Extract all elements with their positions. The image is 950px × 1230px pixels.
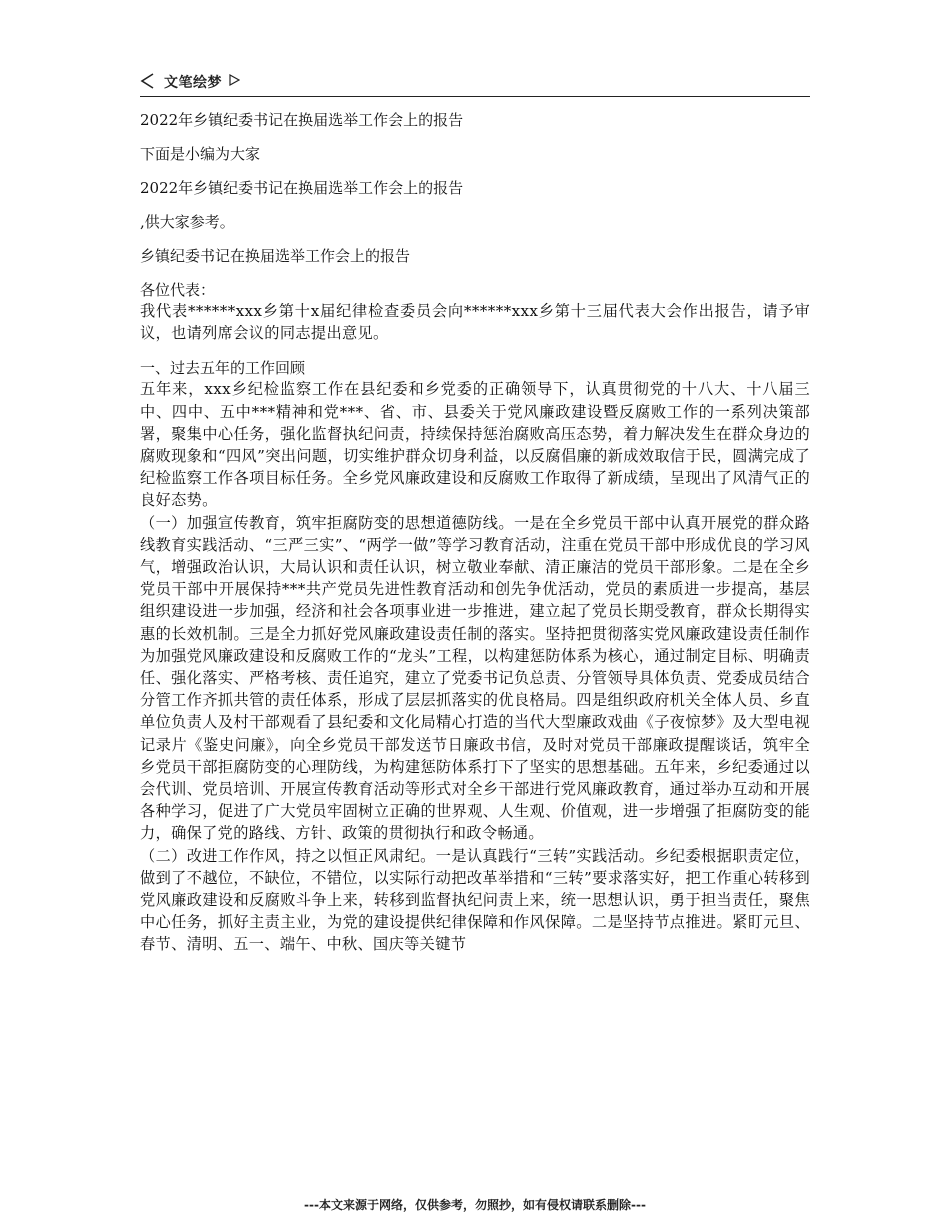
paragraph-review: 五年来，xxx乡纪检监察工作在县纪委和乡党委的正确领导下，认真贯彻党的十八大、十八届三中、四中、五中***精神和党***、省、市、县委关于党风廉政建设暨反腐败工作的一系列决策部署，聚集中心任务，强化监督执纪问责，持续保持惩治腐败高压态势，着力解决发生在群众身边的腐败现象和“四风”突出问题，切实维护群众切身利益，以反腐倡廉的新成效取信于民，圆满完成了纪检监察工作各项目标任务。全乡党风廉政建设和反腐败工作取得了新成绩，呈现出了风清气正的良好态势。 — [140, 380, 810, 510]
footer-disclaimer: ---本文来源于网络，仅供参考，勿照抄，如有侵权请联系删除--- — [304, 1198, 646, 1212]
doc-title: 2022年乡镇纪委书记在换届选举工作会上的报告 — [140, 111, 464, 129]
triangle-left-icon — [140, 73, 156, 89]
paragraph-education: （一）加强宣传教育，筑牢拒腐防变的思想道德防线。一是在全乡党员干部中认真开展党的群众路线教育实践活动、“三严三实”、“两学一做”等学习教育活动，注重在党员干部中形成优良的学习风气，增强政治认识，大局认识和责任认识，树立敬业奉献、清正廉洁的党员干部形象。二是在全乡党员干部中开展保持***共产党员先进性教育活动和创先争优活动，党员的素质进一步提高，基层组织建设进一步加强，经济和社会各项事业进一步推进，建立起了党员长期受教育，群众长期得实惠的长效机制。三是全力抓好党风廉政建设责任制的落实。坚持把贯彻落实党风廉政建设责任制作为加强党风廉政建设和反腐败工作的“龙头”工程，以构建惩防体系为核心，通过制定目标、明确责任、强化落实、严格考核、责任追究，建立了党委书记负总责、分管领导具体负责、党委成员结合分管工作齐抓共管的责任体系，形成了层层抓落实的优良格局。四是组织政府机关全体人员、乡直单位负责人及村干部观看了县纪委和文化局精心打造的当代大型廉政戏曲《子夜惊梦》及大型电视记录片《鉴史问廉》，向全乡党员干部发送节日廉政书信，及时对党员干部廉政提醒谈话，筑牢全乡党员干部拒腐防变的心理防线，为构建惩防体系打下了坚实的思想基础。五年来，乡纪委通过以会代训、党员培训、开展宣传教育活动等形式对全乡干部进行党风廉政教育，通过举办互动和开展各种学习，促进了广大党员牢固树立正确的世界观、人生观、价值观，进一步增强了拒腐防变的能力，确保了党的路线、方针、政策的贯彻执行和政令畅通。 — [140, 513, 810, 843]
reference-note: ,供大家参考。 — [140, 213, 235, 231]
document-body — [140, 110, 810, 956]
section-heading: 一、过去五年的工作回顾 — [140, 359, 306, 378]
paragraph-work-style: （二）改进工作作风，持之以恒正风肃纪。一是认真践行“三转”实践活动。乡纪委根据职责定位，做到了不越位，不缺位，不错位，以实际行动把改革举措和“三转”要求落实好，把工作重心转移到党风廉政建设和反腐败斗争上来，转移到监督执纪问责上来，统一思想认识，勇于担当责任，聚焦中心任务，抓好主责主业，为党的建设提供纪律保障和作风保障。二是坚持节点推进。紧盯元旦、春节、清明、五一、端午、中秋、国庆等关键节 — [140, 846, 810, 954]
report-subtitle: 乡镇纪委书记在换届选举工作会上的报告 — [140, 247, 411, 265]
paragraph-opening: 我代表******xxx乡第十x届纪律检查委员会向******xxx乡第十三届代表大会作出报告，请予审议，也请列席会议的同志提出意见。 — [140, 302, 810, 343]
triangle-right-icon — [228, 74, 240, 86]
greeting: 各位代表： — [140, 281, 216, 299]
doc-title-repeat: 2022年乡镇纪委书记在换届选举工作会上的报告 — [140, 179, 464, 197]
intro-text: 下面是小编为大家 — [140, 145, 261, 163]
page-header — [140, 70, 810, 97]
brand-name: 文笔绘梦 — [164, 75, 222, 91]
